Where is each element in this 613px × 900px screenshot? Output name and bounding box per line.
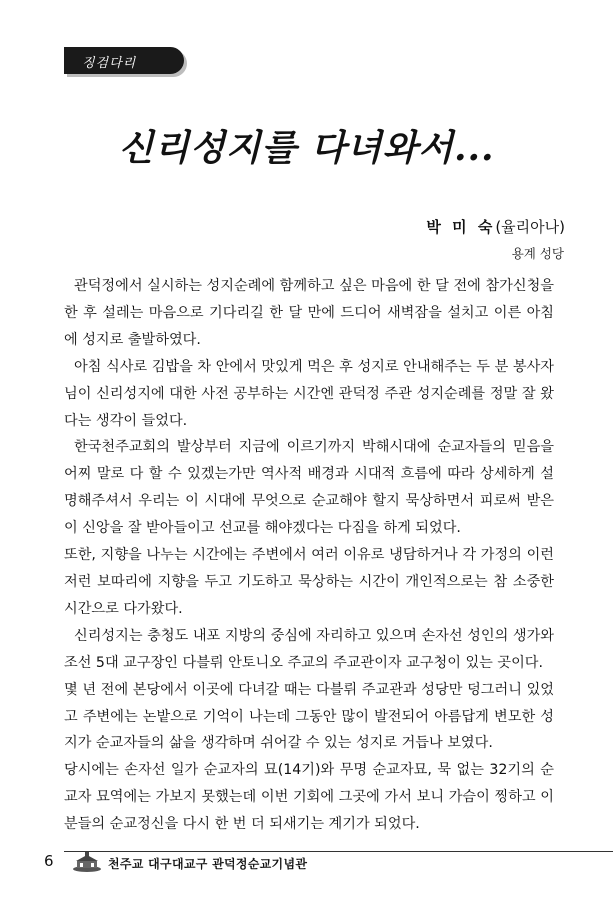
paragraph: 당시에는 손자선 일가 순교자의 묘(14기)와 무명 순교자묘, 묵 없는 32기의 순교자 묘역에는 가보지 못했는데 이번 기회에 그곳에 가서 보니 가슴이 찡하고 이분들의 순교정신을 다시 한 번 더 되새기는 계기가 되었다. <box>64 762 554 833</box>
section-tab <box>64 47 184 74</box>
paragraph: 관덕정에서 실시하는 성지순례에 함께하고 싶은 마음에 한 달 전에 참가신청을 한 후 설레는 마음으로 기다리길 한 달 만에 드디어 새벽잠을 설치고 이른 아침에 성지로 출발하였다. <box>64 278 554 348</box>
article-title: 신리성지를 다녀와서... <box>118 127 495 169</box>
paragraph: 몇 년 전에 본당에서 이곳에 다녀갈 때는 다블뤼 주교관과 성당만 덩그러니 있었고 주변에는 논밭으로 기억이 나는데 그동안 많이 발전되어 아름답게 변모한 성지가 순교자들의 삶을 생각하며 쉬어갈 수 있는 성지로 거듭나 보였다. <box>64 681 554 752</box>
paragraph: 또한, 지향을 나누는 시간에는 주변에서 여러 이유로 냉담하거나 각 가정의 이런저런 보따리에 지향을 두고 기도하고 묵상하는 시간이 개인적으로는 참 소중한 시간으로 다가왔다. <box>64 547 554 617</box>
author-parish: 용계 성당 <box>511 246 564 261</box>
paragraph: 신리성지는 충청도 내포 지방의 중심에 자리하고 있으며 손자선 성인의 생가와 조선 5대 교구장인 다블뤼 안토니오 주교의 주교관이자 교구청이 있는 곳이다. <box>64 627 554 671</box>
page-number: 6 <box>44 852 54 870</box>
section-label: 징검다리 <box>82 56 137 71</box>
author-name: 박 미 숙 <box>426 218 496 236</box>
footer-publisher: 천주교 대구대교구 관덕정순교기념관 <box>108 857 308 871</box>
article-body <box>64 273 554 838</box>
author-saint-name: (율리아나) <box>495 218 565 236</box>
church-building-icon <box>72 852 102 872</box>
paragraph: 한국천주교회의 발상부터 지금에 이르기까지 박해시대에 순교자들의 믿음을 어찌 말로 다 할 수 있겠는가만 역사적 배경과 시대적 흐름에 따라 상세하게 설명해주셔서 우리는 이 시대에 무엇으로 순교해야 할지 묵상하면서 피로써 받은 이 신앙을 잘 받아들이고 선교를 해야겠다는 다짐을 하게 되었다. <box>64 439 554 537</box>
paragraph: 아침 식사로 김밥을 차 안에서 맛있게 먹은 후 성지로 안내해주는 두 분 봉사자님이 신리성지에 대한 사전 공부하는 시간엔 관덕정 주관 성지순례를 정말 잘 왔다는 생각이 들었다. <box>64 358 554 429</box>
author-line <box>426 216 565 237</box>
footer-divider <box>64 851 613 852</box>
